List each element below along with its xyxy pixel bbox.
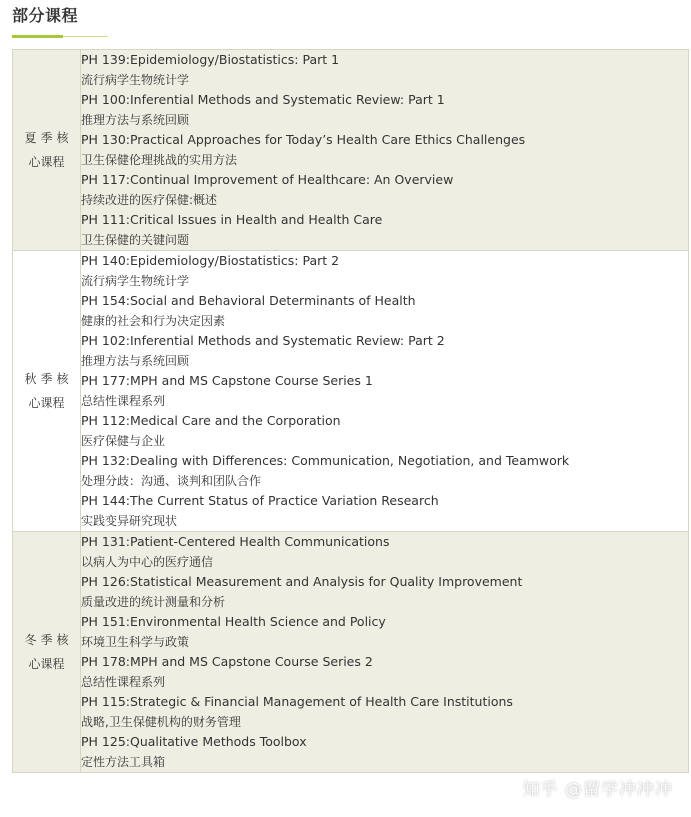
season-label-cell <box>13 532 81 773</box>
course-list <box>81 251 689 532</box>
course-title-en: PH 112:Medical Care and the Corporation <box>81 413 341 428</box>
course-title-cn: 卫生保健伦理挑战的实用方法 <box>81 153 238 167</box>
course-table <box>12 49 689 773</box>
course-title-cn: 流行病学生物统计学 <box>81 274 190 288</box>
watermark: 知乎 @留学冲冲冲 <box>522 780 673 800</box>
course-title-cn: 实践变异研究现状 <box>81 514 178 528</box>
season-label-line2: 心课程 <box>28 657 65 671</box>
course-title-en: PH 144:The Current Status of Practice Variation Research <box>81 493 439 508</box>
course-title-cn: 环境卫生科学与政策 <box>81 635 190 649</box>
season-label-cell <box>13 251 81 532</box>
season-label-line2: 心课程 <box>28 396 65 410</box>
course-title-cn: 卫生保健的关键问题 <box>81 233 190 247</box>
course-list <box>81 50 689 251</box>
course-title-en: PH 132:Dealing with Differences: Communication, Negotiation, and Teamwork <box>81 453 570 468</box>
season-row-autumn <box>13 251 689 532</box>
course-title-en: PH 111:Critical Issues in Health and Health Care <box>81 212 383 227</box>
course-title-en: PH 130:Practical Approaches for Today’s Health Care Ethics Challenges <box>81 132 526 147</box>
season-label-cell <box>13 50 81 251</box>
course-title-en: PH 125:Qualitative Methods Toolbox <box>81 734 307 749</box>
course-title-cn: 流行病学生物统计学 <box>81 73 190 87</box>
course-title-cn: 推理方法与系统回顾 <box>81 113 190 127</box>
course-title-cn: 以病人为中心的医疗通信 <box>81 555 214 569</box>
season-label-line1: 冬季核 <box>24 633 73 647</box>
season-row-winter <box>13 532 689 773</box>
course-title-en: PH 115:Strategic & Financial Management of Health Care Institutions <box>81 694 513 709</box>
season-label-line1: 秋季核 <box>24 372 73 386</box>
course-title-en: PH 140:Epidemiology/Biostatistics: Part 2 <box>81 253 340 268</box>
course-title-en: PH 178:MPH and MS Capstone Course Series 2 <box>81 654 373 669</box>
course-title-en: PH 177:MPH and MS Capstone Course Series 1 <box>81 373 373 388</box>
course-title-en: PH 126:Statistical Measurement and Analysis for Quality Improvement <box>81 574 523 589</box>
course-title-en: PH 139:Epidemiology/Biostatistics: Part 1 <box>81 52 340 67</box>
course-title-en: PH 100:Inferential Methods and Systematic Review: Part 1 <box>81 92 445 107</box>
course-title-cn: 医疗保健与企业 <box>81 434 166 448</box>
course-title-en: PH 117:Continual Improvement of Healthcare: An Overview <box>81 172 454 187</box>
heading-underline-accent <box>12 35 63 38</box>
course-title-cn: 定性方法工具箱 <box>81 755 166 769</box>
course-title-cn: 持续改进的医疗保健:概述 <box>81 193 218 207</box>
course-title-cn: 总结性课程系列 <box>81 394 166 408</box>
course-title-cn: 推理方法与系统回顾 <box>81 354 190 368</box>
course-title-cn: 处理分歧：沟通、谈判和团队合作 <box>81 474 262 488</box>
course-title-en: PH 102:Inferential Methods and Systematic Review: Part 2 <box>81 333 445 348</box>
page-title: 部分课程 <box>12 6 79 25</box>
course-title-en: PH 151:Environmental Health Science and Policy <box>81 614 386 629</box>
course-title-cn: 总结性课程系列 <box>81 675 166 689</box>
course-title-cn: 质量改进的统计测量和分析 <box>81 595 226 609</box>
course-title-cn: 健康的社会和行为决定因素 <box>81 314 226 328</box>
course-list <box>81 532 689 773</box>
season-label-line1: 夏季核 <box>24 131 73 145</box>
course-title-cn: 战略,卫生保健机构的财务管理 <box>81 715 241 729</box>
season-label-line2: 心课程 <box>28 155 65 169</box>
season-row-summer <box>13 50 689 251</box>
course-title-en: PH 131:Patient-Centered Health Communications <box>81 534 390 549</box>
course-title-en: PH 154:Social and Behavioral Determinants of Health <box>81 293 416 308</box>
